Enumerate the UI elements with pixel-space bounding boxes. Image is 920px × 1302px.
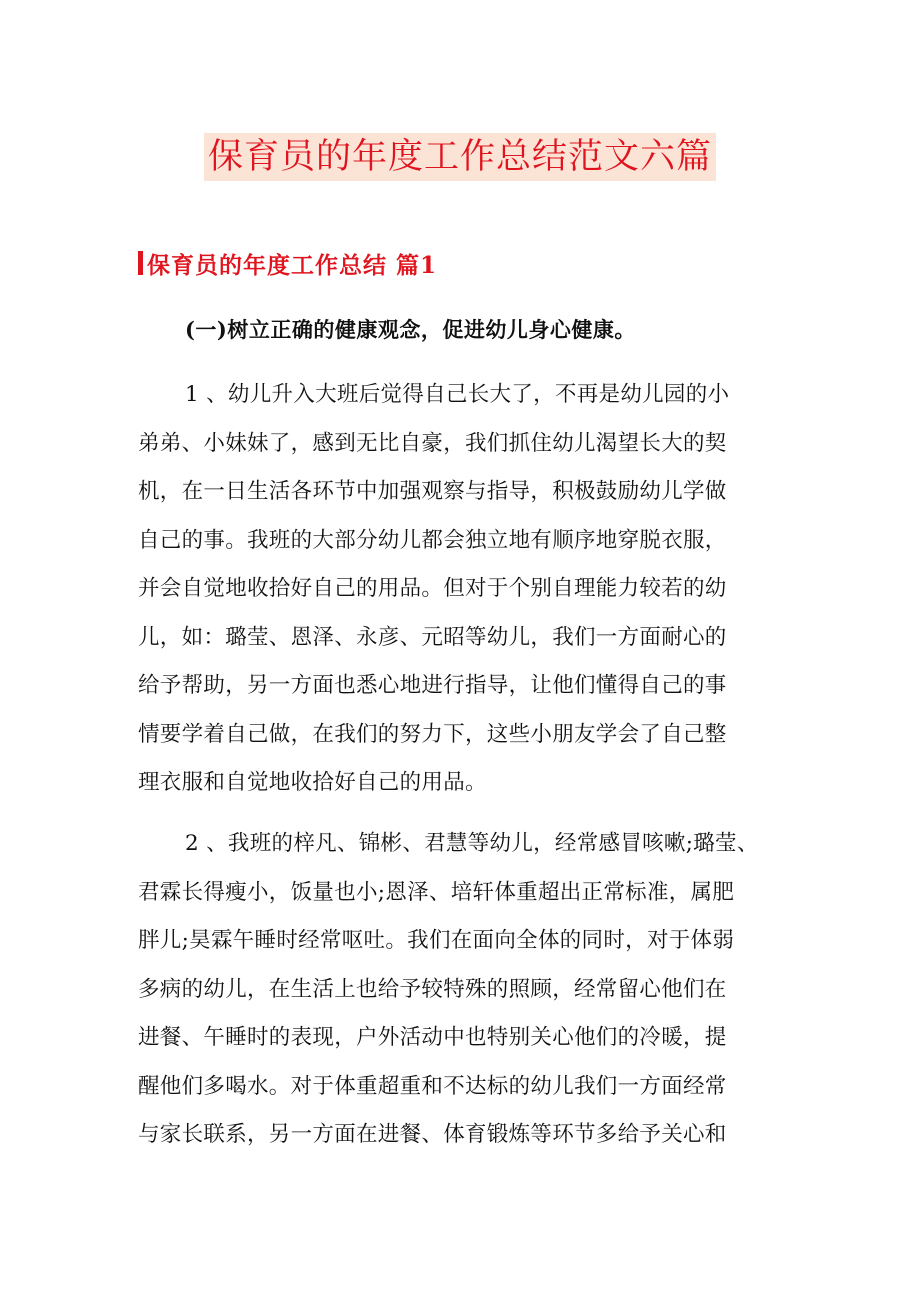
section-heading-text: 保育员的年度工作总结 篇1 bbox=[147, 251, 438, 279]
paragraph-1 bbox=[138, 371, 798, 808]
heading-marker-bar bbox=[138, 251, 143, 275]
paragraph-line: 胖儿;昊霖午睡时经常呕吐。我们在面向全体的同时，对于体弱 bbox=[138, 928, 735, 953]
paragraph-line: 与家长联系，另一方面在进餐、体育锻炼等环节多给予关心和 bbox=[138, 1122, 727, 1147]
paragraph-line: 进餐、午睡时的表现，户外活动中也特别关心他们的冷暖，提 bbox=[138, 1025, 727, 1050]
paragraph-line: 多病的幼儿，在生活上也给予较特殊的照顾，经常留心他们在 bbox=[138, 976, 727, 1002]
document-title bbox=[0, 133, 920, 181]
paragraph-line: 君霖长得瘦小，饭量也小;恩泽、培轩体重超出正常标准，属肥 bbox=[138, 879, 735, 905]
paragraph-line: 并会自觉地收拾好自己的用品。但对于个别自理能力较若的幼 bbox=[138, 576, 727, 601]
paragraph-line: 机，在一日生活各环节中加强观察与指导，积极鼓励幼儿学做 bbox=[138, 479, 727, 504]
paragraph-line: 理衣服和自觉地收拾好自己的用品。 bbox=[138, 770, 487, 795]
paragraph-line: 1 、幼儿升入大班后觉得自己长大了，不再是幼儿园的小 bbox=[185, 382, 730, 407]
paragraph-line: 2 、我班的梓凡、锦彬、君慧等幼儿，经常感冒咳嗽;璐莹、 bbox=[185, 831, 759, 856]
section-heading bbox=[138, 246, 437, 280]
paragraph-line: 醒他们多喝水。对于体重超重和不达标的幼儿我们一方面经常 bbox=[138, 1073, 727, 1099]
paragraph-line: 情要学着自己做，在我们的努力下，这些小朋友学会了自己整 bbox=[138, 721, 727, 747]
paragraph-line: 给予帮助，另一方面也悉心地进行指导，让他们懂得自己的事 bbox=[138, 673, 727, 698]
subheading: (一)树立正确的健康观念，促进幼儿身心健康。 bbox=[185, 317, 636, 342]
paragraph-line: 自己的事。我班的大部分幼儿都会独立地有顺序地穿脱衣服， bbox=[138, 527, 727, 553]
paragraph-2 bbox=[138, 820, 798, 1160]
paragraph-line: 儿，如：璐莹、恩泽、永彦、元昭等幼儿，我们一方面耐心的 bbox=[138, 624, 727, 650]
document-title-text: 保育员的年度工作总结范文六篇 bbox=[204, 133, 716, 181]
paragraph-line: 弟弟、小妹妹了，感到无比自豪，我们抓住幼儿渴望长大的契 bbox=[138, 430, 727, 456]
